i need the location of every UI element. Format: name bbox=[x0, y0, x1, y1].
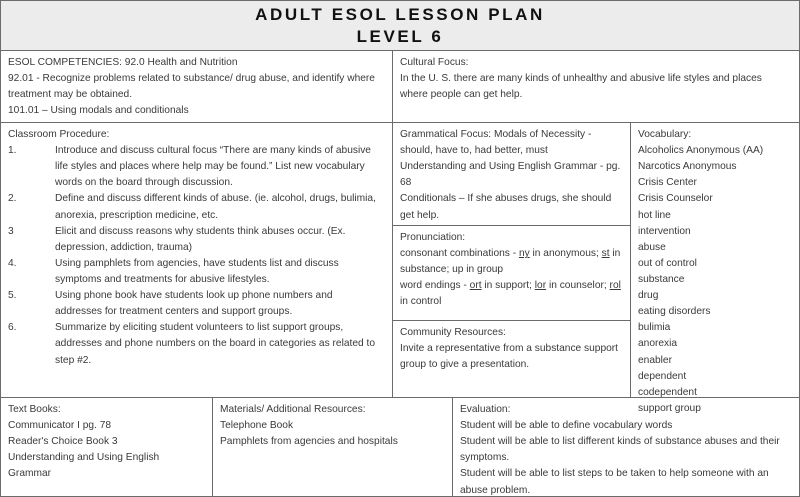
step-text: Elicit and discuss reasons why students think abuses occur. (Ex. depression, addiction, trauma) bbox=[55, 225, 346, 253]
procedure-step bbox=[8, 256, 385, 288]
underlined-sound: st bbox=[601, 248, 610, 260]
community-resources-cell bbox=[393, 321, 631, 398]
vocabulary-word: eating disorders bbox=[638, 306, 711, 318]
text-book-item: Reader's Choice Book 3 bbox=[8, 436, 118, 448]
competency-item: 92.01 - Recognize problems related to substance/ drug abuse, and identify where treatment may be obtained. bbox=[8, 73, 375, 101]
step-number: 3 bbox=[8, 225, 14, 237]
vocabulary-word: Narcotics Anonymous bbox=[638, 161, 737, 173]
community-resources-heading: Community Resources: bbox=[400, 327, 506, 338]
vocabulary-word: dependent bbox=[638, 370, 687, 382]
procedure-step bbox=[8, 320, 385, 368]
materials-item: Pamphlets from agencies and hospitals bbox=[220, 436, 398, 448]
step-text: Using phone book have students look up phone numbers and addresses for treatment centers and support groups. bbox=[55, 290, 333, 318]
we-text: in counselor; bbox=[546, 280, 610, 292]
text-books-cell bbox=[1, 398, 213, 496]
vocabulary-word: support group bbox=[638, 402, 701, 414]
vocabulary-word: codependent bbox=[638, 386, 697, 398]
vocabulary-word: out of control bbox=[638, 257, 697, 269]
step-text: Using pamphlets from agencies, have students list and discuss symptoms and treatments for abusive lifestyles. bbox=[55, 257, 339, 285]
procedure-step bbox=[8, 288, 385, 320]
underlined-sound: ny bbox=[518, 248, 530, 260]
classroom-procedure-cell bbox=[1, 123, 393, 398]
cultural-focus-text: In the U. S. there are many kinds of unhealthy and abusive life styles and places where people can get help. bbox=[400, 73, 762, 101]
vocabulary-word: intervention bbox=[638, 225, 691, 237]
vocabulary-heading: Vocabulary: bbox=[638, 129, 692, 140]
underlined-sound: rol bbox=[609, 280, 621, 292]
text-books-heading: Text Books: bbox=[8, 404, 61, 415]
vocabulary-word: abuse bbox=[638, 241, 666, 253]
vocabulary-word: Alcoholics Anonymous (AA) bbox=[638, 145, 764, 157]
grammatical-focus-cell bbox=[393, 123, 631, 226]
level-title: LEVEL 6 bbox=[356, 27, 444, 46]
vocabulary-word: enabler bbox=[638, 354, 672, 366]
competency-item: 101.01 – Using modals and conditionals bbox=[8, 105, 189, 117]
competencies-heading: ESOL COMPETENCIES: 92.0 Health and Nutrition bbox=[8, 57, 238, 68]
step-number: 6. bbox=[8, 322, 17, 334]
procedure-step bbox=[8, 224, 385, 256]
consonant-combinations bbox=[400, 246, 623, 278]
step-number: 5. bbox=[8, 290, 17, 302]
cc-label: consonant combinations - bbox=[400, 248, 519, 260]
cultural-focus-cell bbox=[393, 51, 799, 123]
vocabulary-cell bbox=[631, 123, 799, 414]
grammatical-focus-line: Grammatical Focus: Modals of Necessity - should, have to, had better, must bbox=[400, 129, 592, 157]
step-text: Summarize by eliciting student volunteers to list support groups, addresses and phone numbers on the board in categories as related to step #2. bbox=[55, 322, 375, 366]
we-text: in support; bbox=[481, 280, 535, 292]
materials-cell bbox=[213, 398, 453, 496]
evaluation-item: Student will be able to list different kinds of substance abuses and their symptoms. bbox=[460, 436, 780, 464]
word-endings bbox=[400, 278, 623, 310]
cultural-focus-heading: Cultural Focus: bbox=[400, 57, 469, 68]
step-number: 4. bbox=[8, 257, 17, 269]
community-resources-text: Invite a representative from a substance support group to give a presentation. bbox=[400, 343, 619, 371]
underlined-sound: ort bbox=[469, 280, 482, 292]
text-book-item: Understanding and Using English Grammar bbox=[8, 452, 160, 480]
vocabulary-word: Crisis Counselor bbox=[638, 193, 713, 205]
evaluation-cell bbox=[453, 398, 799, 496]
page-title: ADULT ESOL LESSON PLAN bbox=[255, 5, 545, 24]
underlined-sound: lor bbox=[534, 280, 547, 292]
evaluation-item: Student will be able to list steps to be taken to help someone with an abuse problem. bbox=[460, 468, 769, 496]
evaluation-heading: Evaluation: bbox=[460, 404, 511, 415]
materials-item: Telephone Book bbox=[220, 420, 294, 432]
cc-text: in anonymous; bbox=[529, 248, 602, 260]
competencies-cell bbox=[1, 51, 393, 123]
vocabulary-word: Crisis Center bbox=[638, 177, 697, 189]
materials-heading: Materials/ Additional Resources: bbox=[220, 404, 366, 415]
step-text: Define and discuss different kinds of abuse. (ie. alcohol, drugs, bulimia, anorexia, prescription medicine, etc. bbox=[55, 193, 376, 221]
pronunciation-heading: Pronunciation: bbox=[400, 232, 466, 243]
grammatical-focus-line: Understanding and Using English Grammar - pg. 68 bbox=[400, 161, 621, 189]
vocabulary-word: hot line bbox=[638, 209, 671, 221]
procedure-step bbox=[8, 143, 385, 191]
we-text: in control bbox=[400, 296, 442, 308]
vocabulary-word: drug bbox=[638, 290, 659, 302]
vocabulary-word: bulimia bbox=[638, 322, 671, 334]
vocabulary-word: anorexia bbox=[638, 338, 678, 350]
evaluation-item: Student will be able to define vocabulary words bbox=[460, 420, 673, 432]
step-number: 2. bbox=[8, 193, 17, 205]
step-text: Introduce and discuss cultural focus “There are many kinds of abusive life styles and places where help may be found.” List new vocabulary words on the board through discussion. bbox=[55, 145, 371, 189]
page-header bbox=[1, 1, 799, 51]
grammatical-focus-line: Conditionals – If she abuses drugs, she should get help. bbox=[400, 193, 612, 221]
step-number: 1. bbox=[8, 145, 17, 157]
vocabulary-word: substance bbox=[638, 273, 685, 285]
procedure-step bbox=[8, 191, 385, 223]
cc-text: in substance; up in group bbox=[400, 248, 621, 276]
procedure-heading: Classroom Procedure: bbox=[8, 129, 110, 140]
we-label: word endings - bbox=[400, 280, 470, 292]
text-book-item: Communicator I pg. 78 bbox=[8, 420, 112, 432]
procedure-steps bbox=[8, 143, 385, 369]
pronunciation-cell bbox=[393, 226, 631, 321]
